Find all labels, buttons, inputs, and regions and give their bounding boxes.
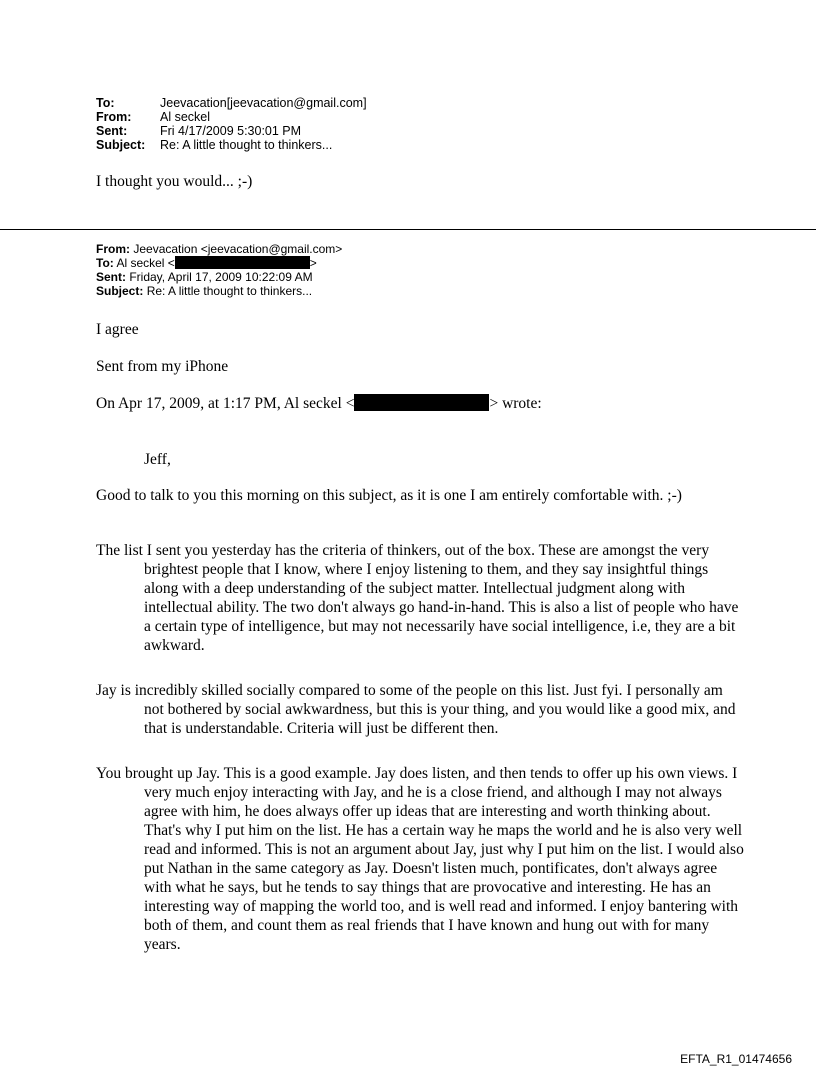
- paragraph-2: The list I sent you yesterday has the criteria of thinkers, out of the box. These are amongst the very brightest people that I know, where I enjoy listening to them, and they say insightful things along with a deep understanding of the subject matter. Intellectual judgment along with intellectual ability. The two don't always go hand-in-hand. This is also a list of people who have a certain type of intelligence, but may not necessarily have social intelligence, i.e, they are a bit awkward.: [96, 542, 739, 654]
- quoted-sent-row: [96, 270, 342, 284]
- quoted-to-prefix: Al seckel <: [116, 256, 175, 270]
- quoted-header: [96, 242, 342, 298]
- reply-line-sent-from: Sent from my iPhone: [96, 358, 229, 375]
- quoted-from-value: Jeevacation <jeevacation@gmail.com>: [133, 242, 343, 256]
- redaction-box: [175, 256, 310, 269]
- document-id: EFTA_R1_01474656: [680, 1052, 792, 1066]
- quoted-from-label: From:: [96, 242, 130, 256]
- greeting: Jeff,: [144, 451, 171, 468]
- from-value: Al seckel: [160, 110, 211, 124]
- quoted-to-row: [96, 256, 342, 270]
- paragraph-4: You brought up Jay. This is a good example. Jay does listen, and then tends to offer up his own views. I very much enjoy interacting with Jay, and he is a close friend, and although I may not always agree with him, he does always offer up ideas that are interesting and worth thinking about. That's why I put him on the list. He has a certain way he maps the world and he is also very well read and informed. This is not an argument about Jay, just why I put him on the list. I would also put Nathan in the same category as Jay. Doesn't listen much, pontificates, don't always agree with what he says, but he tends to say things that are provocative and interesting. He has an interesting way of mapping the world too, and is well read and informed. I enjoy bantering with both of them, and count them as real friends that I have known and hung out with for many years.: [96, 765, 744, 953]
- reply-line-agree: I agree: [96, 321, 139, 338]
- sent-row: [96, 124, 367, 138]
- to-label: To:: [96, 96, 115, 110]
- subject-value: Re: A little thought to thinkers...: [160, 138, 333, 152]
- quoted-to-suffix: >: [309, 256, 317, 270]
- reply-wrote-line: [96, 394, 542, 413]
- paragraph-3: Jay is incredibly skilled socially compared to some of the people on this list. Just fyi. I personally am not bothered by social awkwardness, but this is your thing, and you would like a good mix, and that is understandable. Criteria will just be different then.: [96, 682, 736, 737]
- quoted-subject-label: Subject:: [96, 284, 144, 298]
- divider: [0, 229, 816, 230]
- wrote-prefix: On Apr 17, 2009, at 1:17 PM, Al seckel <: [96, 395, 355, 412]
- to-value: Jeevacation[jeevacation@gmail.com]: [160, 96, 367, 110]
- wrote-suffix: > wrote:: [489, 395, 542, 412]
- top-message: I thought you would... ;-): [96, 173, 253, 190]
- subject-row: [96, 138, 367, 152]
- quoted-sent-label: Sent:: [96, 270, 126, 284]
- sent-value: Fri 4/17/2009 5:30:01 PM: [160, 124, 302, 138]
- quoted-from-row: [96, 242, 342, 256]
- from-row: [96, 110, 367, 124]
- sent-label: Sent:: [96, 124, 128, 138]
- paragraph-1: Good to talk to you this morning on this subject, as it is one I am entirely comfortable with. ;-): [96, 487, 682, 504]
- redaction-box: [354, 394, 489, 411]
- from-label: From:: [96, 110, 132, 124]
- to-row: [96, 96, 367, 110]
- quoted-sent-value: Friday, April 17, 2009 10:22:09 AM: [129, 270, 313, 284]
- email-header: [96, 96, 367, 152]
- quoted-subject-row: [96, 284, 342, 298]
- quoted-to-label: To:: [96, 256, 114, 270]
- quoted-subject-value: Re: A little thought to thinkers...: [146, 284, 313, 298]
- subject-label: Subject:: [96, 138, 146, 152]
